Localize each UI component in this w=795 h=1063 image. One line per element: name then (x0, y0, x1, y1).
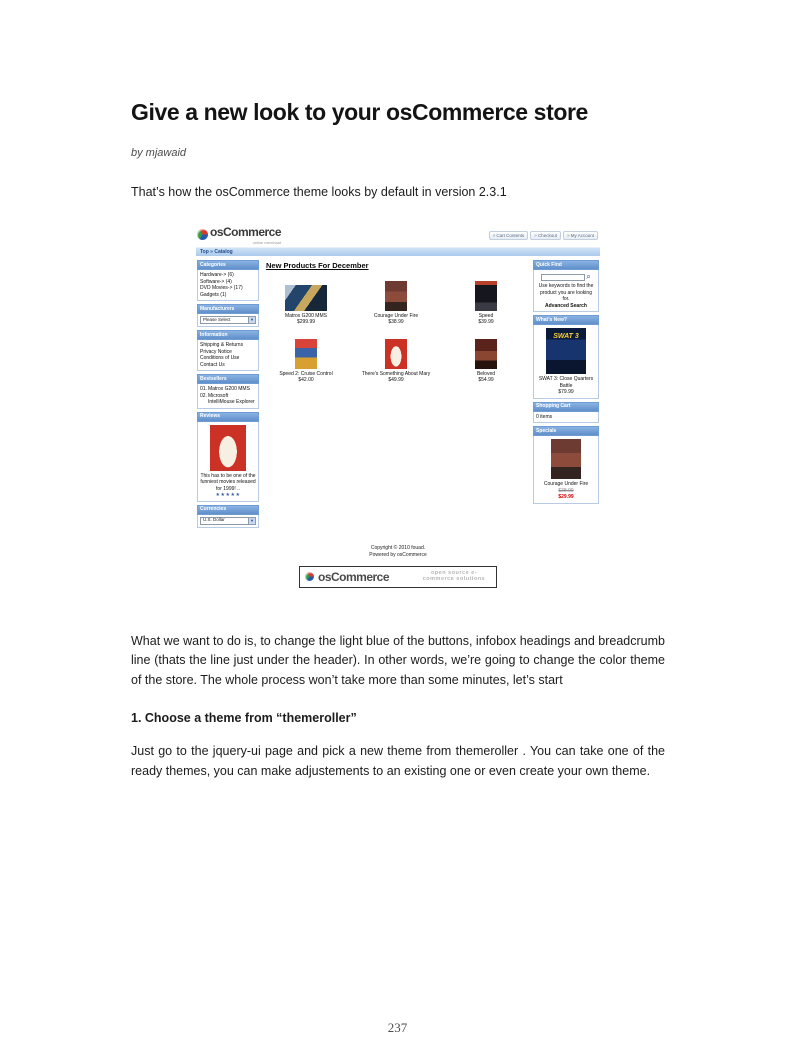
category-link[interactable]: Hardware-> (6) (200, 272, 234, 278)
copyright-text: Copyright © 2010 fouad. (370, 544, 426, 551)
new-products-heading: New Products For December (266, 261, 369, 270)
quick-find-header: Quick Find (533, 260, 599, 270)
specials-box (533, 426, 599, 504)
manufacturers-header: Manufacturers (197, 304, 259, 314)
byline: by mjawaid (131, 147, 187, 159)
product-card[interactable]: Speed $39.99 (443, 280, 529, 326)
body-paragraph-2: Just go to the jquery-ui page and pick a new theme from themeroller . You can take one of the ready themes, you can make adjustements to an existing one or even create your own theme. (131, 744, 665, 778)
cart-contents-button[interactable] (489, 231, 529, 240)
shipping-returns-link[interactable]: Shipping & Returns (200, 342, 244, 348)
banner-tagline: open source e-commerce solutions (422, 570, 486, 582)
contact-us-link[interactable]: Contact Us (200, 361, 225, 368)
specials-header: Specials (533, 426, 599, 436)
currencies-selected-value: U.S. Dollar (203, 517, 225, 523)
product-image (475, 281, 497, 311)
search-icon[interactable]: ⌕ (586, 272, 591, 281)
oscommerce-sphere-icon (305, 572, 314, 581)
categories-header: Categories (197, 260, 259, 270)
special-product-name[interactable]: Courage Under Fire (543, 481, 589, 487)
page-title: Give a new look to your osCommerce store (131, 99, 588, 125)
shopping-cart-box (533, 402, 599, 424)
whats-new-product-name[interactable]: SWAT 3: Close Quarters Battle (538, 376, 594, 389)
manufacturers-box (197, 304, 259, 327)
bestsellers-header: Bestsellers (197, 374, 259, 384)
cart-icon: » (492, 232, 496, 239)
left-sidebar (197, 260, 259, 531)
logo-tagline: online merchant (252, 240, 282, 245)
header-buttons (489, 231, 598, 240)
advanced-search-link[interactable]: Advanced Search (545, 302, 587, 309)
store-header (196, 226, 600, 247)
review-product-image[interactable] (210, 425, 246, 471)
whats-new-header: What’s New? (533, 315, 599, 325)
currencies-header: Currencies (197, 505, 259, 515)
checkout-icon: » (534, 232, 537, 239)
chevron-down-icon: ▼ (248, 518, 255, 524)
quick-find-box (533, 260, 599, 312)
product-image (385, 281, 407, 311)
bestsellers-box (197, 374, 259, 409)
product-image (295, 339, 317, 369)
special-new-price: $29.99 (558, 494, 574, 500)
logo-text: osCommerce (210, 225, 282, 239)
review-stars: ★★★★★ (215, 492, 241, 498)
reviews-header: Reviews (197, 412, 259, 422)
category-link[interactable]: Gadgets (1) (200, 291, 227, 298)
quick-find-input[interactable] (541, 274, 585, 281)
banner-brand-text: osCommerce (318, 569, 390, 584)
shopping-cart-header: Shopping Cart (533, 402, 599, 412)
quick-find-help: Use keywords to find the product you are looking for. (538, 283, 594, 302)
checkout-label: Checkout (537, 233, 557, 238)
whats-new-price: $79.99 (558, 389, 574, 395)
product-card[interactable]: Matrox G200 MMS $299.99 (263, 280, 349, 326)
main-content (263, 260, 529, 384)
oscommerce-logo[interactable] (197, 227, 281, 248)
privacy-notice-link[interactable]: Privacy Notice (200, 348, 232, 355)
manufacturers-select[interactable] (200, 316, 256, 324)
review-text[interactable]: This has to be one of the funniest movies released for 1999! .. (200, 472, 256, 492)
cart-contents-label: Cart Contents (496, 233, 525, 238)
conditions-link[interactable]: Conditions of Use (200, 355, 240, 361)
product-image (475, 339, 497, 369)
whats-new-product-image[interactable]: SWAT 3 (546, 328, 586, 374)
section-heading-1: 1. Choose a theme from “themeroller” (131, 711, 357, 725)
product-card[interactable]: Speed 2: Cruise Control $42.00 (263, 338, 349, 384)
bestseller-link[interactable]: 02. Microsoft IntelliMouse Explorer (200, 392, 255, 405)
oscommerce-screenshot (196, 226, 600, 588)
oscommerce-sphere-icon (197, 229, 208, 240)
categories-box (197, 260, 259, 301)
breadcrumb[interactable]: Top » Catalog (196, 247, 600, 256)
product-image (385, 339, 407, 369)
right-sidebar (533, 260, 599, 507)
powered-by-link[interactable]: Powered by osCommerce (369, 551, 427, 558)
account-icon: » (566, 232, 570, 239)
store-footer (196, 545, 600, 588)
bestseller-link[interactable]: 01. Matrox G200 MMS (200, 386, 250, 392)
special-product-image[interactable] (551, 439, 581, 479)
information-box (197, 330, 259, 371)
product-image (285, 285, 327, 311)
product-card[interactable]: Beloved $54.99 (443, 338, 529, 384)
page-number: 237 (387, 1020, 408, 1035)
my-account-button[interactable] (563, 231, 598, 240)
product-card[interactable]: There’s Something About Mary $49.99 (353, 338, 439, 384)
checkout-button[interactable] (530, 231, 561, 240)
product-card[interactable]: Courage Under Fire $38.99 (353, 280, 439, 326)
currencies-select[interactable] (200, 517, 256, 525)
cart-items-count: 0 items (536, 413, 553, 420)
currencies-box (197, 505, 259, 528)
intro-paragraph: That’s how the osCommerce theme looks by default in version 2.3.1 (131, 185, 507, 199)
reviews-box (197, 412, 259, 502)
oscommerce-banner[interactable] (299, 566, 497, 588)
whats-new-box (533, 315, 599, 399)
my-account-label: My Account (570, 233, 594, 238)
chevron-down-icon: ▼ (248, 317, 255, 323)
category-link[interactable]: DVD Movies-> (17) (200, 285, 243, 291)
body-paragraph-1: What we want to do is, to change the light blue of the buttons, infobox headings and breadcrumb line (thats the line just under the header). In other words, we’re going to change the color theme of the store. The whole process won’t take more than some minutes, let’s start (131, 633, 665, 687)
manufacturers-selected-value: Please Select (203, 316, 231, 322)
category-link[interactable]: Software-> (4) (200, 278, 232, 285)
information-header: Information (197, 330, 259, 340)
special-old-price: $38.99 (558, 487, 574, 494)
